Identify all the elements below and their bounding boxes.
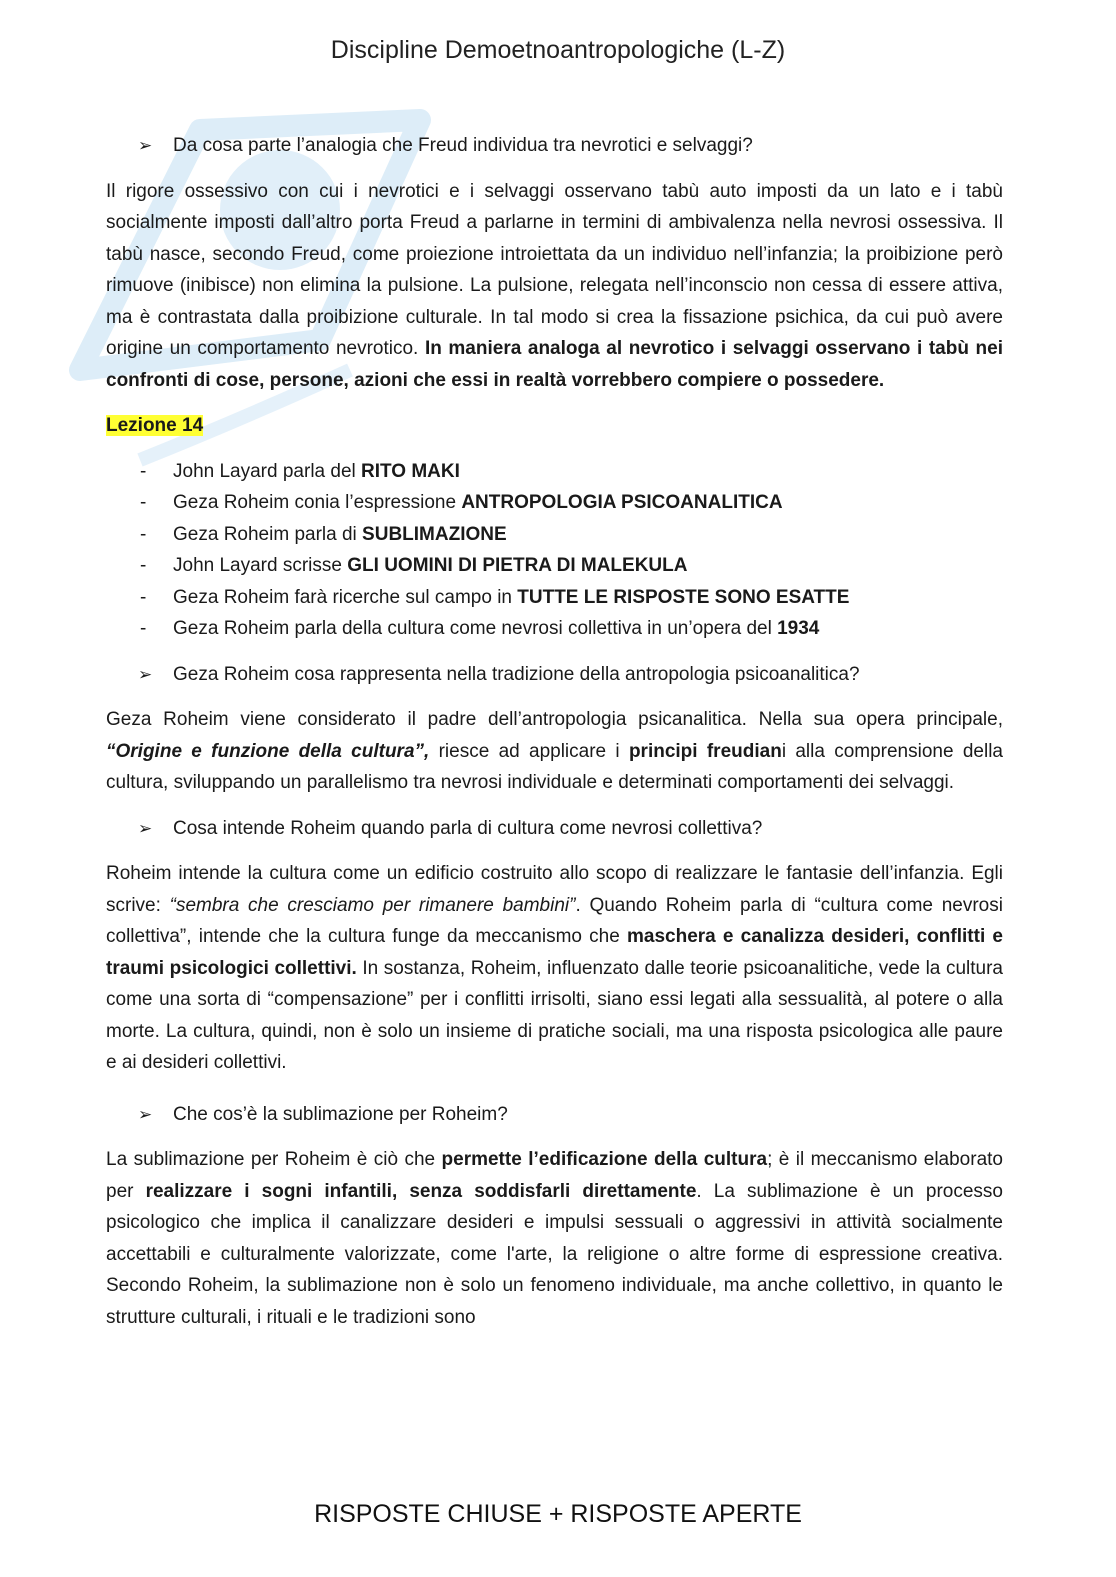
question-2	[106, 659, 1003, 691]
question-4-text: Che cos’è la sublimazione per Roheim?	[173, 1103, 508, 1125]
lesson-heading	[106, 410, 1003, 442]
list-item: - Geza Roheim parla della cultura come nevrosi collettiva in un’opera del 1934	[140, 618, 820, 639]
quote: “sembra che cresciamo per rimanere bambini”	[169, 894, 576, 916]
arrow-bullet-icon: ➢	[138, 1104, 153, 1124]
arrow-bullet-icon: ➢	[138, 818, 153, 838]
page-footer: RISPOSTE CHIUSE + RISPOSTE APERTE	[314, 1500, 802, 1528]
page-header: Discipline Demoetnoantropologiche (L-Z)	[330, 36, 786, 64]
closed-answers-list	[106, 456, 1003, 645]
document-body	[106, 130, 1003, 1347]
question-3	[106, 813, 1003, 845]
list-item: - John Layard parla del RITO MAKI	[140, 460, 460, 482]
question-4	[106, 1099, 1003, 1131]
list-item: - Geza Roheim farà ricerche sul campo in TUTTE LE RISPOSTE SONO ESATTE	[140, 586, 850, 608]
arrow-bullet-icon: ➢	[138, 664, 153, 684]
question-3-text: Cosa intende Roheim quando parla di cultura come nevrosi collettiva?	[173, 817, 763, 839]
answer-1-text: Il rigore ossessivo con cui i nevrotici e i selvaggi osservano tabù auto imposti da un lato e i tabù socialmente imposti dall’altro porta Freud a parlarne in termini di ambivalenza nella nevrosi ossessiva. Il tabù nasce, secondo Freud, come proiezione introiettata da un individuo nell’infanzia; la proibizione però rimuove (inibisce) non elimina la pulsione. La pulsione, relegata nell’inconscio non cessa di essere attiva, ma è contrastata dalla proibizione culturale. In tal modo si crea la fissazione psichica, da cui può avere origine un comportamento nevrotico.	[106, 180, 1003, 359]
answer-3: Roheim intende la cultura come un edificio costruito allo scopo di realizzare le fantasie dell’infanzia. Egli scrive: “sembra che cresciamo per rimanere bambini”. Quando Roheim parla di “cultura come nevrosi collettiva”, intende che la cultura funge da meccanismo che maschera e canalizza desideri, conflitti e traumi psicologici collettivi. In sostanza, Roheim, influenzato dalle teorie psicoanalitiche, vede la cultura come una sorta di “compensazione” per i conflitti irrisolti, siano essi legati alla sessualità, al potere o alla morte. La cultura, quindi, non è solo un insieme di pratiche sociali, ma una risposta psicologica alle paure e ai desideri collettivi.	[106, 863, 1003, 1073]
question-1-text: Da cosa parte l’analogia che Freud individua tra nevrotici e selvaggi?	[173, 135, 753, 156]
list-item: - Geza Roheim parla di SUBLIMAZIONE	[140, 523, 507, 545]
answer-2: Geza Roheim viene considerato il padre dell’antropologia psicanalitica. Nella sua opera principale, “Origine e funzione della cultura”, riesce ad applicare i principi freudiani alla comprensione della cultura, sviluppando un parallelismo tra nevrosi individuale e determinati comportamenti dei selvaggi.	[106, 709, 1003, 793]
answer-4: La sublimazione per Roheim è ciò che permette l’edificazione della cultura; è il meccanismo elaborato per realizzare i sogni infantili, senza soddisfarli direttamente. La sublimazione è un processo psicologico che implica il canalizzare desideri e impulsi sessuali o aggressivi in attività socialmente accettabili e culturalmente valorizzate, come l'arte, la religione o altre forme di espressione creativa. Secondo Roheim, la sublimazione non è solo un fenomeno individuale, ma anche collettivo, in quanto le strutture culturali, i rituali e le tradizioni sono	[106, 1149, 1003, 1328]
lesson-label: Lezione 14	[106, 415, 204, 436]
question-1	[106, 130, 1003, 162]
list-item: - John Layard scrisse GLI UOMINI DI PIETRA DI MALEKULA	[140, 555, 688, 576]
question-2-text: Geza Roheim cosa rappresenta nella tradizione della antropologia psicoanalitica?	[173, 663, 860, 685]
book-title: “Origine e funzione della cultura”,	[106, 740, 430, 762]
arrow-bullet-icon: ➢	[138, 136, 153, 155]
answer-1-bold: In maniera analoga al nevrotico i selvaggi osservano i tabù nei confronti di cose, persone, azioni che essi in realtà vorrebbero compiere o possedere.	[106, 338, 1003, 391]
answer-1	[106, 176, 1003, 397]
list-item: - Geza Roheim conia l’espressione ANTROPOLOGIA PSICOANALITICA	[140, 492, 783, 513]
